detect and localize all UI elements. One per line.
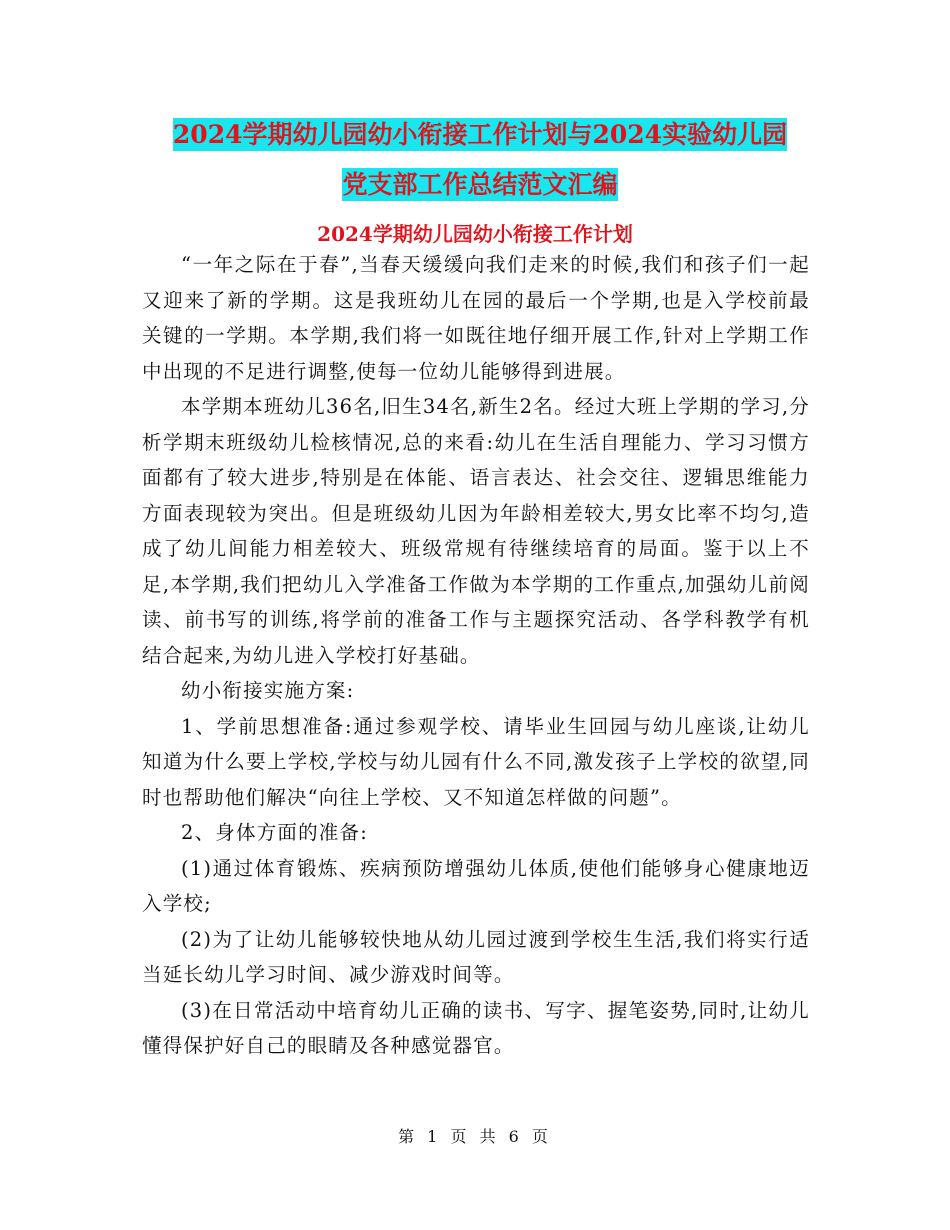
document-title-line-1: 2024学期幼儿园幼小衔接工作计划与2024实验幼儿园 (172, 120, 788, 149)
document-title-line-2: 党支部工作总结范文汇编 (342, 170, 618, 199)
paragraph-class-situation: 本学期本班幼儿36名,旧生34名,新生2名。经过大班上学期的学习,分析学期末班级幼儿检核情况,总的来看:幼儿在生活自理能力、学习习惯方面都有了较大进步,特别是在体能、语言表达、社会交往、逻辑思维能力方面表现较为突出。但是班级幼儿因为年龄相差较大,男女比率不均匀,造成了幼儿间能力相差较大、班级常规有待继续培育的局面。鉴于以上不足,本学期,我们把幼儿入学准备工作做为本学期的工作重点,加强幼儿前阅读、前书写的训练,将学前的准备工作与主题探究活动、各学科教学有机结合起来,为幼儿进入学校打好基础。 (142, 395, 810, 667)
document-title (140, 110, 820, 210)
document-body (142, 247, 810, 1064)
paragraph-plan-heading: 幼小衔接实施方案: (181, 679, 355, 702)
paragraph-subitem-1: (1)通过体育锻炼、疾病预防增强幼儿体质,使他们能够身心健康地迈入学校; (142, 856, 810, 915)
paragraph-item-2: 2、身体方面的准备: (181, 821, 368, 844)
paragraph-item-1: 1、学前思想准备:通过参观学校、请毕业生回园与幼儿座谈,让幼儿知道为什么要上学校,学校与幼儿园有什么不同,激发孩子上学校的欲望,同时也帮助他们解决“向往上学校、又不知道怎样做的问题”。 (142, 714, 810, 809)
paragraph-subitem-3: (3)在日常活动中培育幼儿正确的读书、写字、握笔姿势,同时,让幼儿懂得保护好自己的眼睛及各种感觉器官。 (142, 998, 810, 1057)
paragraph-intro: “一年之际在于春”,当春天缓缓向我们走来的时候,我们和孩子们一起又迎来了新的学期。这是我班幼儿在园的最后一个学期,也是入学校前最关键的一学期。本学期,我们将一如既往地仔细开展工作,针对上学期工作中出现的不足进行调整,使每一位幼儿能够得到进展。 (142, 253, 810, 383)
paragraph-subitem-2: (2)为了让幼儿能够较快地从幼儿园过渡到学校生生活,我们将实行适当延长幼儿学习时间、减少游戏时间等。 (142, 927, 810, 986)
section-title: 2024学期幼儿园幼小衔接工作计划 (317, 222, 633, 246)
page-footer: 第 1 页 共 6 页 (398, 1127, 552, 1146)
